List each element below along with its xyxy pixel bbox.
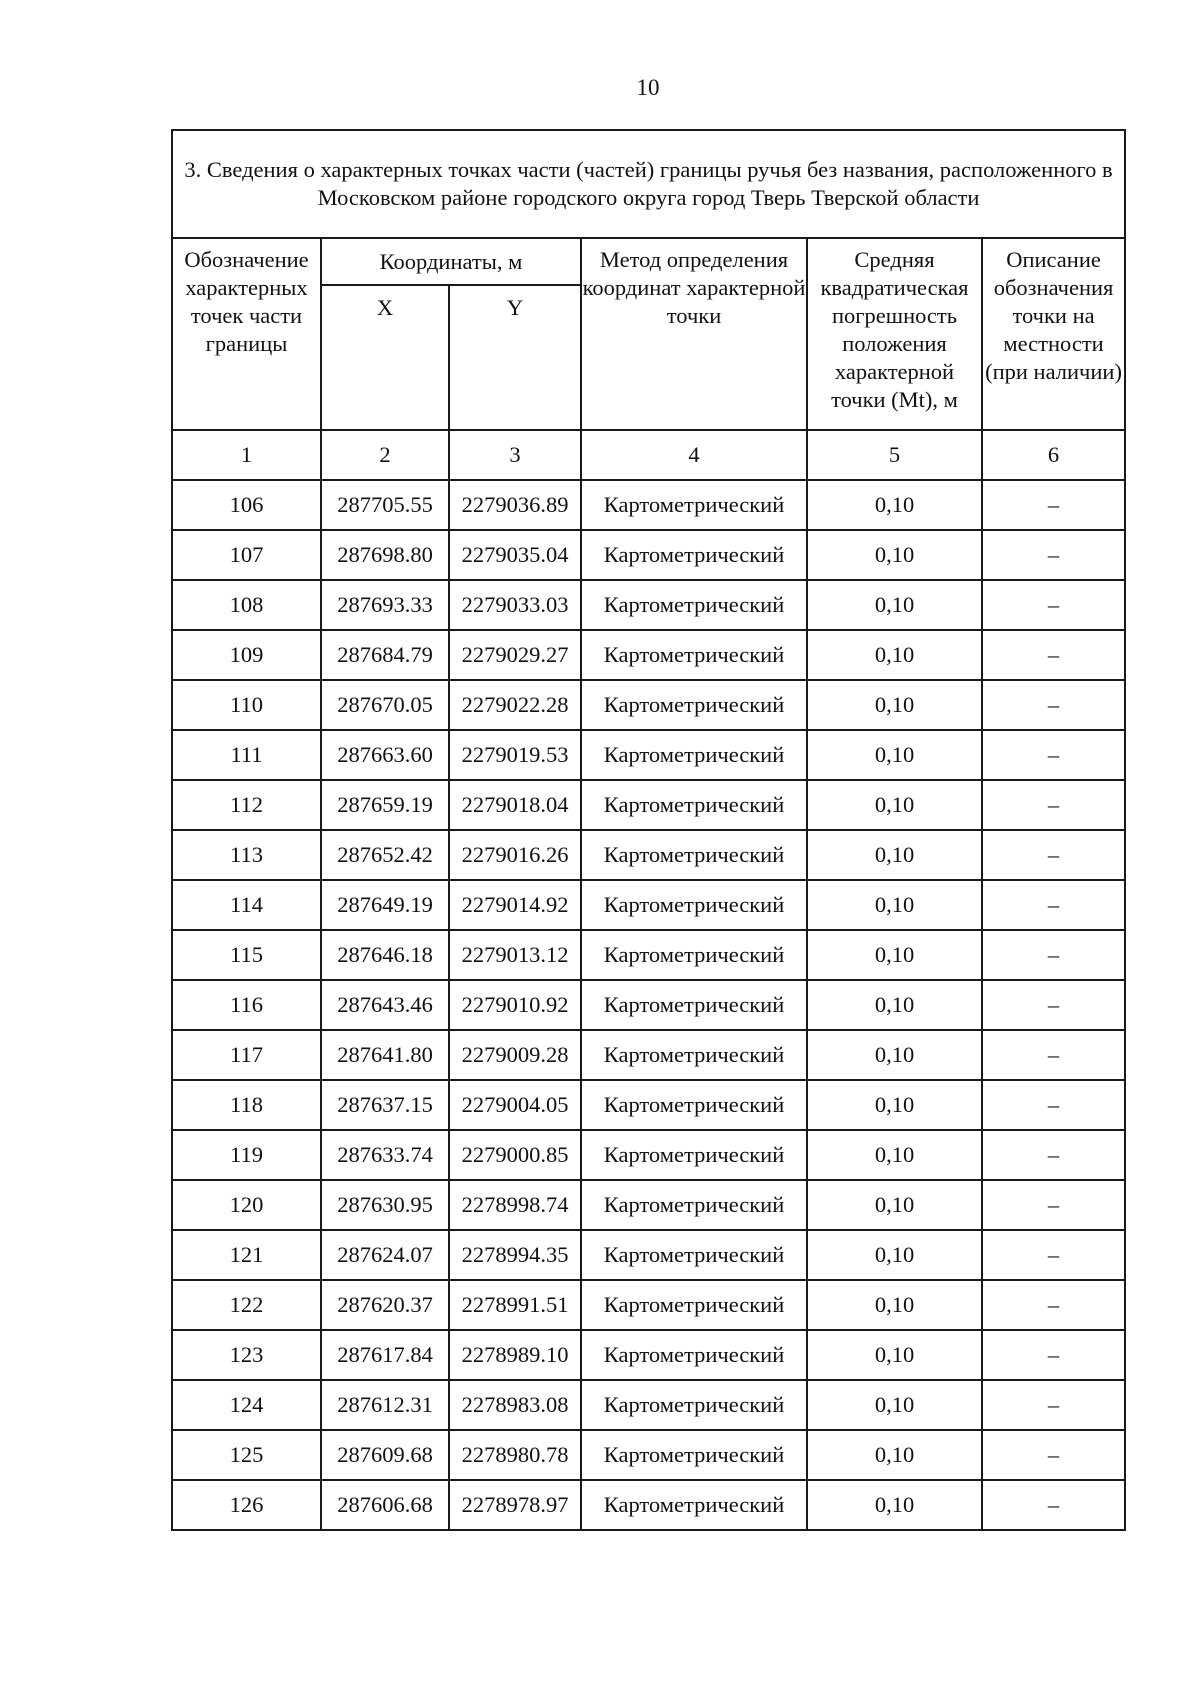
description-cell: – <box>982 880 1125 930</box>
table-row <box>172 780 1125 830</box>
y-coordinate-cell: 2279016.26 <box>449 830 581 880</box>
description-cell: – <box>982 1280 1125 1330</box>
method-cell: Картометрический <box>581 730 807 780</box>
y-coordinate-cell: 2279000.85 <box>449 1130 581 1180</box>
x-coordinate-cell: 287609.68 <box>321 1430 449 1480</box>
description-cell: – <box>982 1330 1125 1380</box>
y-coordinate-cell: 2279033.03 <box>449 580 581 630</box>
description-cell: – <box>982 780 1125 830</box>
error-cell: 0,10 <box>807 630 982 680</box>
table-body <box>172 480 1125 1530</box>
table-row <box>172 880 1125 930</box>
description-cell: – <box>982 680 1125 730</box>
column-number: 1 <box>172 430 321 480</box>
x-coordinate-cell: 287641.80 <box>321 1030 449 1080</box>
description-cell: – <box>982 1430 1125 1480</box>
error-cell: 0,10 <box>807 1130 982 1180</box>
x-coordinate-cell: 287663.60 <box>321 730 449 780</box>
x-coordinate-cell: 287606.68 <box>321 1480 449 1530</box>
y-coordinate-cell: 2278991.51 <box>449 1280 581 1330</box>
description-cell: – <box>982 1230 1125 1280</box>
point-cell: 125 <box>172 1430 321 1480</box>
point-cell: 120 <box>172 1180 321 1230</box>
description-cell: – <box>982 1480 1125 1530</box>
method-cell: Картометрический <box>581 1080 807 1130</box>
error-cell: 0,10 <box>807 780 982 830</box>
x-coordinate-cell: 287652.42 <box>321 830 449 880</box>
table-row <box>172 1080 1125 1130</box>
point-cell: 119 <box>172 1130 321 1180</box>
description-cell: – <box>982 530 1125 580</box>
error-cell: 0,10 <box>807 1030 982 1080</box>
column-number-row <box>172 430 1125 480</box>
x-coordinate-cell: 287637.15 <box>321 1080 449 1130</box>
description-cell: – <box>982 830 1125 880</box>
table-row <box>172 1480 1125 1530</box>
method-cell: Картометрический <box>581 980 807 1030</box>
method-cell: Картометрический <box>581 480 807 530</box>
method-cell: Картометрический <box>581 1430 807 1480</box>
error-cell: 0,10 <box>807 830 982 880</box>
x-coordinate-cell: 287670.05 <box>321 680 449 730</box>
header-point: Обозначение характерных точек части границы <box>172 238 321 430</box>
x-coordinate-cell: 287624.07 <box>321 1230 449 1280</box>
header-coords: Координаты, м <box>321 238 581 285</box>
page-number: 10 <box>636 75 660 100</box>
table-row <box>172 630 1125 680</box>
y-coordinate-cell: 2279036.89 <box>449 480 581 530</box>
error-cell: 0,10 <box>807 1380 982 1430</box>
point-cell: 123 <box>172 1330 321 1380</box>
y-coordinate-cell: 2279019.53 <box>449 730 581 780</box>
method-cell: Картометрический <box>581 1180 807 1230</box>
column-number: 5 <box>807 430 982 480</box>
y-coordinate-cell: 2279010.92 <box>449 980 581 1030</box>
header-method: Метод определения координат характерной точки <box>581 238 807 430</box>
method-cell: Картометрический <box>581 530 807 580</box>
description-cell: – <box>982 730 1125 780</box>
description-cell: – <box>982 1380 1125 1430</box>
x-coordinate-cell: 287612.31 <box>321 1380 449 1430</box>
y-coordinate-cell: 2279009.28 <box>449 1030 581 1080</box>
point-cell: 108 <box>172 580 321 630</box>
column-number: 3 <box>449 430 581 480</box>
table-row <box>172 1380 1125 1430</box>
y-coordinate-cell: 2278983.08 <box>449 1380 581 1430</box>
point-cell: 118 <box>172 1080 321 1130</box>
table-caption: 3. Сведения о характерных точках части (частей) границы ручья без названия, расположенного в Московском районе городского округа город Тверь Тверской области <box>172 130 1125 238</box>
description-cell: – <box>982 1130 1125 1180</box>
x-coordinate-cell: 287684.79 <box>321 630 449 680</box>
method-cell: Картометрический <box>581 930 807 980</box>
table-row <box>172 680 1125 730</box>
method-cell: Картометрический <box>581 1480 807 1530</box>
header-error: Средняя квадратическая погрешность положения характерной точки (Mt), м <box>807 238 982 430</box>
x-coordinate-cell: 287705.55 <box>321 480 449 530</box>
point-cell: 114 <box>172 880 321 930</box>
error-cell: 0,10 <box>807 580 982 630</box>
point-cell: 117 <box>172 1030 321 1080</box>
column-number: 6 <box>982 430 1125 480</box>
error-cell: 0,10 <box>807 1430 982 1480</box>
header-description: Описание обозначения точки на местности (при наличии) <box>982 238 1125 430</box>
point-cell: 122 <box>172 1280 321 1330</box>
point-cell: 121 <box>172 1230 321 1280</box>
error-cell: 0,10 <box>807 1480 982 1530</box>
point-cell: 106 <box>172 480 321 530</box>
column-number: 2 <box>321 430 449 480</box>
point-cell: 126 <box>172 1480 321 1530</box>
table-row <box>172 480 1125 530</box>
error-cell: 0,10 <box>807 1330 982 1380</box>
header-y: Y <box>449 285 581 430</box>
table-row <box>172 580 1125 630</box>
error-cell: 0,10 <box>807 680 982 730</box>
x-coordinate-cell: 287643.46 <box>321 980 449 1030</box>
method-cell: Картометрический <box>581 630 807 680</box>
point-cell: 124 <box>172 1380 321 1430</box>
y-coordinate-cell: 2279022.28 <box>449 680 581 730</box>
y-coordinate-cell: 2278980.78 <box>449 1430 581 1480</box>
column-number: 4 <box>581 430 807 480</box>
x-coordinate-cell: 287633.74 <box>321 1130 449 1180</box>
description-cell: – <box>982 1180 1125 1230</box>
description-cell: – <box>982 1080 1125 1130</box>
point-cell: 113 <box>172 830 321 880</box>
description-cell: – <box>982 480 1125 530</box>
method-cell: Картометрический <box>581 880 807 930</box>
method-cell: Картометрический <box>581 580 807 630</box>
method-cell: Картометрический <box>581 1380 807 1430</box>
y-coordinate-cell: 2278989.10 <box>449 1330 581 1380</box>
method-cell: Картометрический <box>581 1280 807 1330</box>
x-coordinate-cell: 287646.18 <box>321 930 449 980</box>
error-cell: 0,10 <box>807 1280 982 1330</box>
error-cell: 0,10 <box>807 1080 982 1130</box>
x-coordinate-cell: 287630.95 <box>321 1180 449 1230</box>
point-cell: 111 <box>172 730 321 780</box>
error-cell: 0,10 <box>807 530 982 580</box>
point-cell: 107 <box>172 530 321 580</box>
method-cell: Картометрический <box>581 680 807 730</box>
error-cell: 0,10 <box>807 1230 982 1280</box>
x-coordinate-cell: 287698.80 <box>321 530 449 580</box>
error-cell: 0,10 <box>807 980 982 1030</box>
header-x: X <box>321 285 449 430</box>
description-cell: – <box>982 1030 1125 1080</box>
point-cell: 115 <box>172 930 321 980</box>
table-row <box>172 1180 1125 1230</box>
description-cell: – <box>982 580 1125 630</box>
table-row <box>172 1230 1125 1280</box>
error-cell: 0,10 <box>807 480 982 530</box>
table-row <box>172 980 1125 1030</box>
error-cell: 0,10 <box>807 1180 982 1230</box>
x-coordinate-cell: 287649.19 <box>321 880 449 930</box>
table-row <box>172 1130 1125 1180</box>
table-row <box>172 1430 1125 1480</box>
error-cell: 0,10 <box>807 730 982 780</box>
boundary-points-table <box>171 129 1126 1531</box>
y-coordinate-cell: 2278978.97 <box>449 1480 581 1530</box>
table-header <box>172 130 1125 480</box>
description-cell: – <box>982 980 1125 1030</box>
point-cell: 112 <box>172 780 321 830</box>
method-cell: Картометрический <box>581 1130 807 1180</box>
y-coordinate-cell: 2279014.92 <box>449 880 581 930</box>
point-cell: 110 <box>172 680 321 730</box>
point-cell: 116 <box>172 980 321 1030</box>
x-coordinate-cell: 287693.33 <box>321 580 449 630</box>
table-row <box>172 1030 1125 1080</box>
method-cell: Картометрический <box>581 1230 807 1280</box>
y-coordinate-cell: 2279004.05 <box>449 1080 581 1130</box>
y-coordinate-cell: 2279035.04 <box>449 530 581 580</box>
description-cell: – <box>982 630 1125 680</box>
x-coordinate-cell: 287620.37 <box>321 1280 449 1330</box>
y-coordinate-cell: 2278994.35 <box>449 1230 581 1280</box>
y-coordinate-cell: 2279013.12 <box>449 930 581 980</box>
table-row <box>172 1280 1125 1330</box>
x-coordinate-cell: 287617.84 <box>321 1330 449 1380</box>
table-row <box>172 1330 1125 1380</box>
y-coordinate-cell: 2278998.74 <box>449 1180 581 1230</box>
method-cell: Картометрический <box>581 1030 807 1080</box>
y-coordinate-cell: 2279029.27 <box>449 630 581 680</box>
table-row <box>172 930 1125 980</box>
table-row <box>172 830 1125 880</box>
y-coordinate-cell: 2279018.04 <box>449 780 581 830</box>
table-row <box>172 730 1125 780</box>
description-cell: – <box>982 930 1125 980</box>
method-cell: Картометрический <box>581 1330 807 1380</box>
error-cell: 0,10 <box>807 880 982 930</box>
point-cell: 109 <box>172 630 321 680</box>
method-cell: Картометрический <box>581 780 807 830</box>
x-coordinate-cell: 287659.19 <box>321 780 449 830</box>
error-cell: 0,10 <box>807 930 982 980</box>
method-cell: Картометрический <box>581 830 807 880</box>
table-row <box>172 530 1125 580</box>
